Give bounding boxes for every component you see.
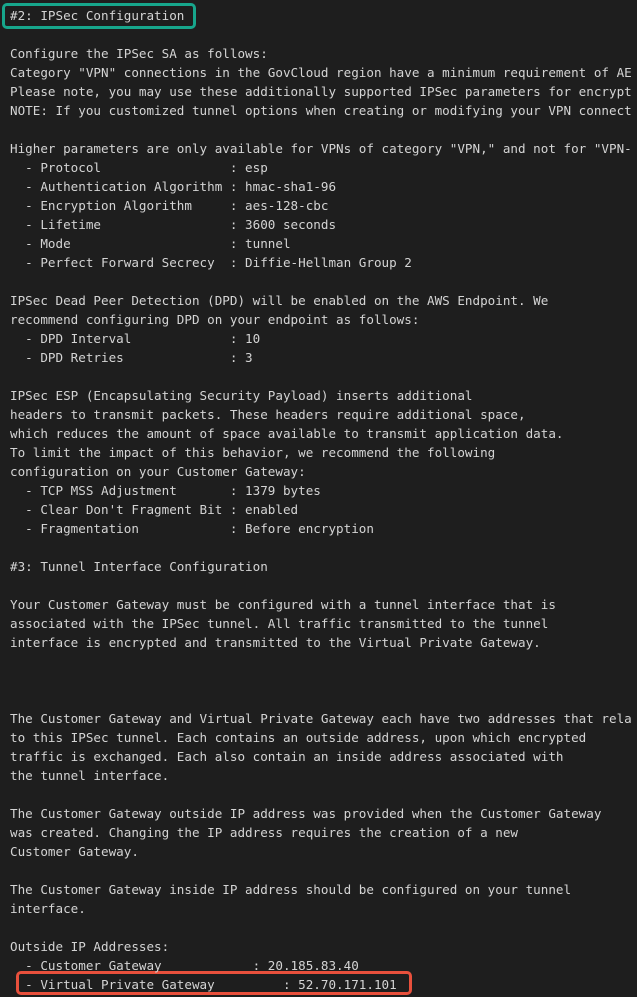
text-line: Customer Gateway.: [10, 844, 139, 859]
text-line: Please note, you may use these additionally supported IPSec parameters for encrypt: [10, 84, 632, 99]
text-line: headers to transmit packets. These headers require additional space,: [10, 407, 526, 422]
text-line: - DPD Retries : 3: [10, 350, 253, 365]
text-line: - Lifetime : 3600 seconds: [10, 217, 337, 232]
text-line: - Clear Don't Fragment Bit : enabled: [10, 502, 299, 517]
text-line: Higher parameters are only available for VPNs of category "VPN," and not for "VPN-: [10, 141, 632, 156]
text-line: - TCP MSS Adjustment : 1379 bytes: [10, 483, 321, 498]
text-line: Outside IP Addresses:: [10, 939, 170, 954]
text-line: - DPD Interval : 10: [10, 331, 261, 346]
text-line: Configure the IPSec SA as follows:: [10, 46, 268, 61]
text-line: Your Customer Gateway must be configured with a tunnel interface that is: [10, 597, 556, 612]
text-line: IPSec Dead Peer Detection (DPD) will be enabled on the AWS Endpoint. We: [10, 293, 549, 308]
text-line: to this IPSec tunnel. Each contains an outside address, upon which encrypted: [10, 730, 587, 745]
text-line: To limit the impact of this behavior, we recommend the following: [10, 445, 496, 460]
text-line: configuration on your Customer Gateway:: [10, 464, 306, 479]
text-line: - Protocol : esp: [10, 160, 268, 175]
text-line: - Authentication Algorithm : hmac-sha1-96: [10, 179, 337, 194]
text-line: The Customer Gateway and Virtual Private Gateway each have two addresses that rela: [10, 711, 632, 726]
text-line: the tunnel interface.: [10, 768, 170, 783]
text-line: - Fragmentation : Before encryption: [10, 521, 374, 536]
text-line: which reduces the amount of space available to transmit application data.: [10, 426, 564, 441]
text-line: The Customer Gateway outside IP address was provided when the Customer Gateway: [10, 806, 602, 821]
text-line: The Customer Gateway inside IP address should be configured on your tunnel: [10, 882, 572, 897]
text-line: - Customer Gateway : 20.185.83.40: [10, 958, 359, 973]
text-line: - Mode : tunnel: [10, 236, 291, 251]
text-line: #2: IPSec Configuration: [10, 8, 185, 23]
text-line: Category "VPN" connections in the GovCloud region have a minimum requirement of AE: [10, 65, 632, 80]
text-line: - Encryption Algorithm : aes-128-cbc: [10, 198, 329, 213]
text-line: interface is encrypted and transmitted to the Virtual Private Gateway.: [10, 635, 541, 650]
text-line: IPSec ESP (Encapsulating Security Payload) inserts additional: [10, 388, 473, 403]
text-line: associated with the IPSec tunnel. All traffic transmitted to the tunnel: [10, 616, 549, 631]
text-line: interface.: [10, 901, 86, 916]
text-line: - Virtual Private Gateway : 52.70.171.101: [10, 977, 397, 992]
text-line: NOTE: If you customized tunnel options when creating or modifying your VPN connect: [10, 103, 632, 118]
text-line: recommend configuring DPD on your endpoint as follows:: [10, 312, 420, 327]
text-line: traffic is exchanged. Each also contain an inside address associated with: [10, 749, 564, 764]
text-line: was created. Changing the IP address requires the creation of a new: [10, 825, 518, 840]
text-line: - Perfect Forward Secrecy : Diffie-Hellman Group 2: [10, 255, 412, 270]
text-line: #3: Tunnel Interface Configuration: [10, 559, 268, 574]
